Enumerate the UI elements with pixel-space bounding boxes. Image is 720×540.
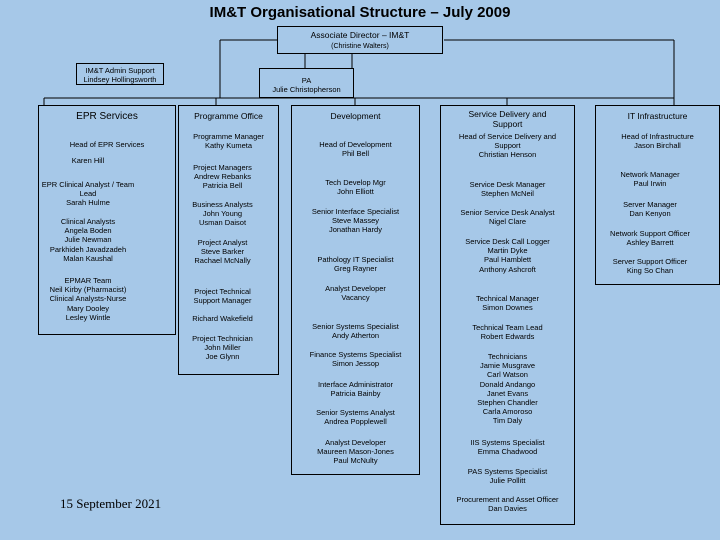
admin-box: [76, 63, 164, 85]
infra-item: Server Support Officer King So Chan: [612, 257, 688, 276]
infra-item: Network Manager Paul Irwin: [620, 170, 680, 189]
epr-header: EPR Services: [76, 111, 138, 122]
director-box: [277, 26, 443, 54]
dev-item: Analyst Developer Maureen Mason-Jones Paul McNulty: [317, 438, 394, 466]
dev-header: Development: [330, 111, 381, 121]
sds-item: Service Desk Call Logger Martin Dyke Paul Hamblett Anthony Ashcroft: [465, 237, 550, 274]
sds-item: Technical Team Lead Robert Edwards: [472, 323, 543, 342]
pmo-item: Project Technician John Miller Joe Glynn: [192, 334, 253, 362]
director-name: (Christine Walters): [331, 43, 389, 50]
pmo-header: Programme Office: [194, 111, 263, 121]
dev-item: Head of Development Phil Bell: [319, 140, 392, 159]
pmo-item: Programme Manager Kathy Kumeta: [193, 132, 264, 151]
epr-item: Karen Hill: [71, 156, 105, 165]
sds-item: Service Desk Manager Stephen McNeil: [469, 180, 546, 199]
sds-item: Head of Service Delivery and Support Christian Henson: [458, 132, 557, 160]
sds-item: Technical Manager Simon Downes: [476, 294, 539, 313]
pmo-item: Project Technical Support Manager: [193, 287, 252, 306]
sds-column: [440, 105, 575, 525]
pmo-item: Project Managers Andrew Rebanks Patricia Bell: [193, 163, 252, 191]
dev-item: Senior Systems Specialist Andy Atherton: [312, 322, 399, 341]
dev-item: Analyst Developer Vacancy: [325, 284, 386, 303]
dev-item: Finance Systems Specialist Simon Jessop: [309, 350, 402, 369]
pmo-item: Business Analysts John Young Usman Daisot: [192, 200, 253, 228]
epr-item: Head of EPR Services: [69, 140, 145, 149]
dev-item: Interface Administrator Patricia Bainby: [317, 380, 394, 399]
admin-name: Lindsey Hollingsworth: [83, 75, 157, 84]
sds-header: Service Delivery and Support: [468, 109, 547, 129]
infra-header: IT Infrastructure: [627, 111, 688, 121]
sds-item: PAS Systems Specialist Julie Pollitt: [467, 467, 548, 486]
epr-item: Clinical Analysts Angela Boden Julie Newman Parkhideh Javadzadeh Malan Kaushal: [49, 217, 127, 263]
infra-item: Head of Infrastructure Jason Birchall: [621, 132, 694, 151]
pa-role: PA: [301, 76, 312, 85]
pmo-item: Project Analyst Steve Barker Rachael McNally: [194, 238, 251, 266]
pa-box: [259, 68, 354, 98]
page-title: IM&T Organisational Structure – July 2009: [209, 4, 511, 21]
admin-role: IM&T Admin Support: [85, 66, 155, 75]
pa-name: Julie Christopherson: [272, 85, 341, 94]
sds-item: Technicians Jamie Musgrave Carl Watson Donald Andango Janet Evans Stephen Chandler Carla Amoroso Tim Daly: [477, 352, 538, 426]
director-role: Associate Director – IM&T: [310, 30, 410, 40]
sds-item: Procurement and Asset Officer Dan Davies: [456, 495, 559, 514]
dev-item: Pathology IT Specialist Greg Rayner: [317, 255, 394, 274]
epr-item: EPR Clinical Analyst / Team Lead Sarah Hulme: [41, 180, 135, 208]
epr-item: EPMAR Team Neil Kirby (Pharmacist) Clinical Analysts-Nurse Mary Dooley Lesley Wintle: [49, 276, 127, 322]
infra-item: Server Manager Dan Kenyon: [623, 200, 677, 219]
dev-item: Tech Develop Mgr John Elliott: [325, 178, 386, 197]
dev-item: Senior Interface Specialist Steve Massey Jonathan Hardy: [311, 207, 400, 235]
sds-item: Senior Service Desk Analyst Nigel Clare: [460, 208, 555, 227]
footer-date: 15 September 2021: [60, 496, 162, 511]
pmo-item: Richard Wakefield: [192, 314, 253, 323]
infra-item: Network Support Officer Ashley Barrett: [610, 229, 690, 248]
sds-item: IIS Systems Specialist Emma Chadwood: [470, 438, 545, 457]
dev-item: Senior Systems Analyst Andrea Popplewell: [316, 408, 395, 427]
